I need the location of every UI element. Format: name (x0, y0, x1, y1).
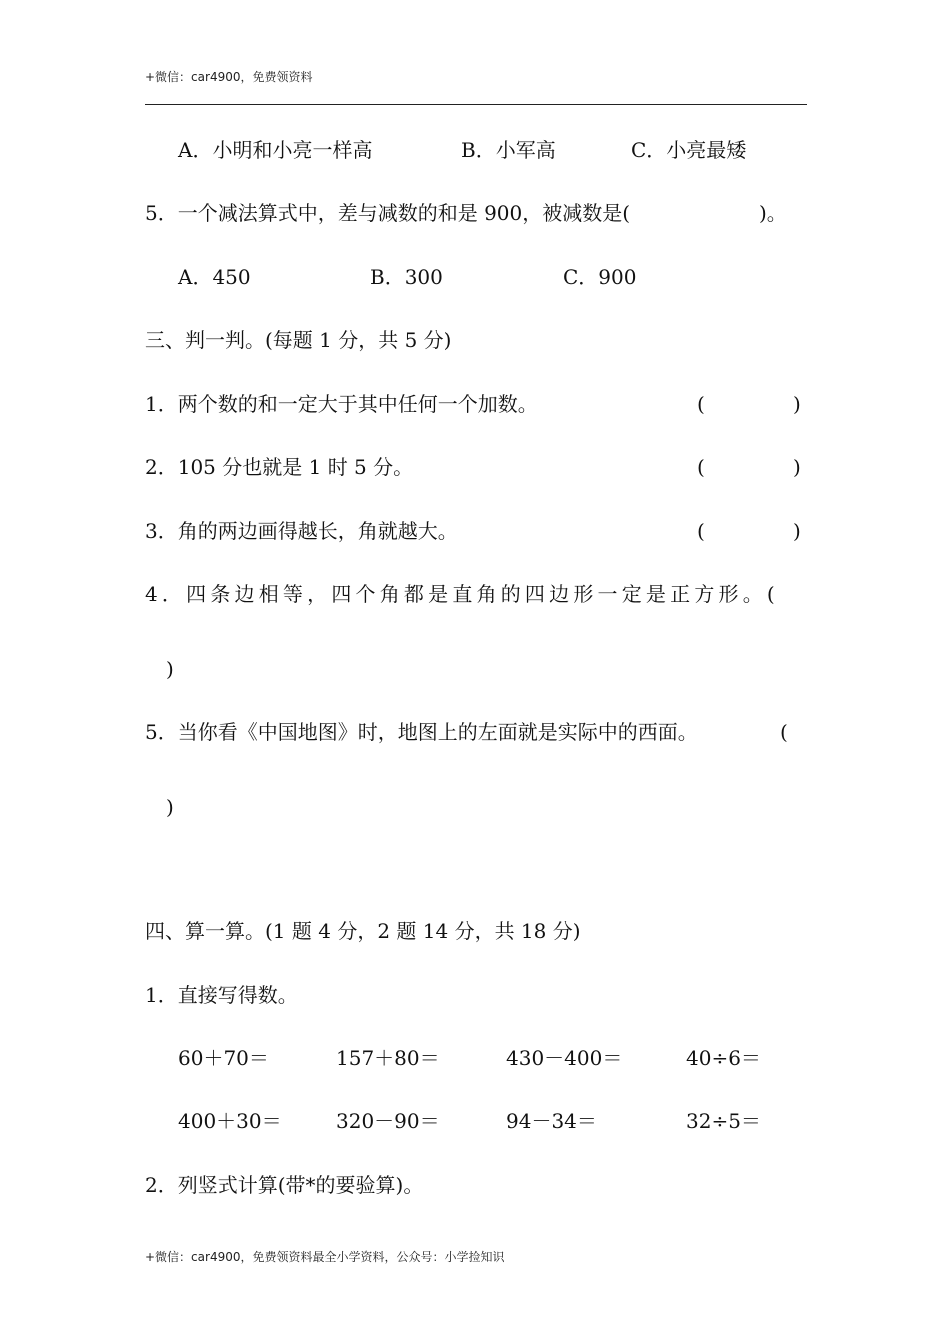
judge-item-4-close: ) (166, 657, 174, 681)
judge-item-1-close: ) (793, 392, 801, 416)
q5-stem: 5．一个减法算式中，差与减数的和是 900，被减数是( (145, 201, 631, 225)
page-footer: +微信：car4900，免费领资料最全小学资料，公众号：小学捡知识 (145, 1250, 505, 1264)
page-header: +微信：car4900，免费领资料 (145, 70, 313, 84)
calc-item: 40÷6＝ (686, 1046, 761, 1070)
q5-stem-end: )。 (759, 201, 787, 225)
judge-item-1-open: ( (697, 392, 705, 416)
calc-item: 94－34＝ (506, 1109, 597, 1133)
judge-item-3-close: ) (793, 519, 801, 543)
calc-item: 157＋80＝ (336, 1046, 440, 1070)
calc-item: 32÷5＝ (686, 1109, 761, 1133)
calc-item: 60＋70＝ (178, 1046, 269, 1070)
section-3-title: 三、判一判。(每题 1 分，共 5 分) (145, 328, 452, 352)
calc-q2-title: 2．列竖式计算(带*的要验算)。 (145, 1173, 424, 1197)
q5-option-a: A．450 (178, 265, 251, 289)
section-4-title: 四、算一算。(1 题 4 分，2 题 14 分，共 18 分) (145, 919, 581, 943)
q4-option-c: C．小亮最矮 (631, 138, 747, 162)
judge-item-3: 3．角的两边画得越长，角就越大。 (145, 519, 458, 543)
calc-item: 320－90＝ (336, 1109, 440, 1133)
calc-item: 430－400＝ (506, 1046, 623, 1070)
judge-item-1: 1．两个数的和一定大于其中任何一个加数。 (145, 392, 538, 416)
calc-q1-title: 1．直接写得数。 (145, 983, 298, 1007)
judge-item-5: 5．当你看《中国地图》时，地图上的左面就是实际中的西面。 (145, 720, 698, 744)
judge-item-2-open: ( (697, 455, 705, 479)
judge-item-2-close: ) (793, 455, 801, 479)
q4-option-b: B．小军高 (461, 138, 556, 162)
header-divider (145, 104, 807, 105)
judge-item-3-open: ( (697, 519, 705, 543)
judge-item-4: 4．四条边相等，四个角都是直角的四边形一定是正方形。( (145, 582, 779, 606)
q5-option-b: B．300 (370, 265, 443, 289)
q4-option-a: A．小明和小亮一样高 (178, 138, 373, 162)
judge-item-5-close: ) (166, 795, 174, 819)
calc-item: 400＋30＝ (178, 1109, 282, 1133)
q5-option-c: C．900 (563, 265, 637, 289)
judge-item-5-open: ( (780, 720, 788, 744)
judge-item-2: 2．105 分也就是 1 时 5 分。 (145, 455, 414, 479)
